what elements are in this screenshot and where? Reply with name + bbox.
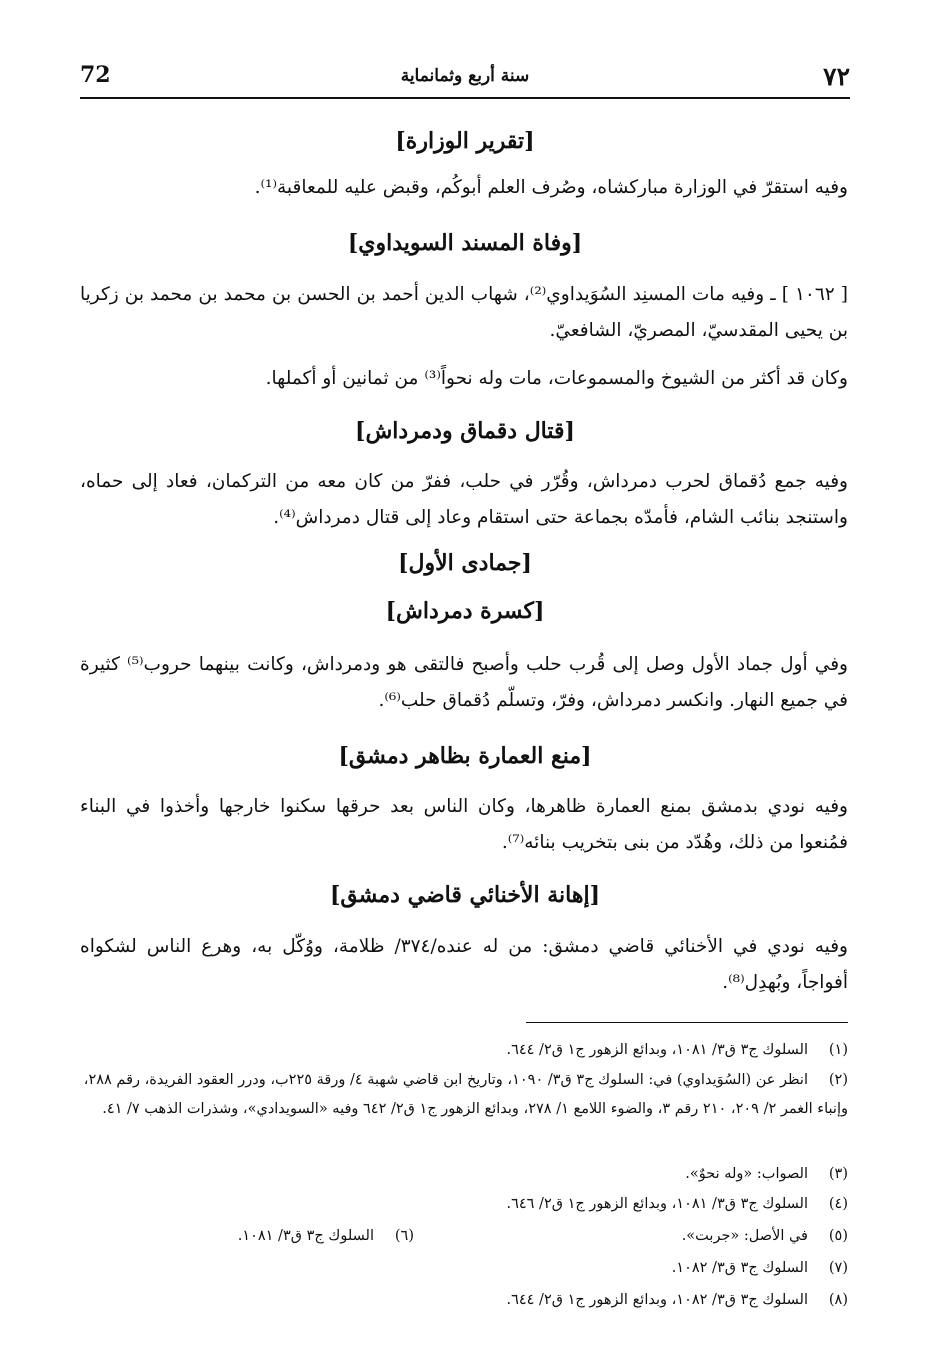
footnote (80, 1254, 848, 1283)
footnote-text: السلوك ج٣ ق٣/ ١٠٨١، وبدائع الزهور ج١ ق٢/ ٦٤٤. (506, 1042, 808, 1058)
footnote (80, 1160, 848, 1189)
paragraph: وفي أول جماد الأول وصل إلى قُرب حلب وأصبح فالتقى هو ودمرداش، وكانت بينهما حروب⁽⁵⁾ كثيرة في جميع النهار. وانكسر دمرداش، وفرّ، وتسلّم دُقماق حلب⁽⁶⁾. (80, 654, 848, 711)
footnote-text: السلوك ج٣ ق٣/ ١٠٨٢. (671, 1260, 808, 1276)
paragraph: وكان قد أكثر من الشيوخ والمسموعات، مات وله نحواً⁽³⁾ من ثمانين أو أكملها. (265, 368, 848, 389)
section-heading: [تقرير الوزارة] (395, 128, 535, 154)
section-heading: [كسرة دمرداش] (385, 598, 545, 624)
paragraph: وفيه نودي بدمشق بمنع العمارة ظاهرها، وكان الناس بعد حرقها سكنوا خارجها وأخذوا في البناء فمُنعوا من ذلك، وهُدّد من بنى بتخريب بنائه⁽⁷⁾. (80, 796, 848, 853)
footnote-rule (526, 1022, 848, 1023)
footnote-number: (٧) (828, 1260, 848, 1276)
section-heading: [وفاة المسند السويداوي] (347, 230, 583, 256)
footnote-text: في الأصل: «جربت». (681, 1228, 808, 1244)
page-number-latin: 72 (80, 62, 111, 88)
section-heading: [جمادى الأول] (398, 550, 532, 576)
footnote-text: السلوك ج٣ ق٣/ ١٠٨١. (237, 1228, 374, 1244)
footnote (682, 1222, 848, 1251)
footnote (80, 1066, 848, 1124)
footnote-text: السلوك ج٣ ق٣/ ١٠٨٢، وبدائع الزهور ج١ ق٢/ ٦٤٤. (506, 1292, 808, 1308)
page-number-arabic: ٧٢ (823, 62, 850, 91)
footnote-number: (٢) (828, 1072, 848, 1088)
paragraph: وفيه جمع دُقماق لحرب دمرداش، وقُرّر في حلب، ففرّ من كان معه من التركمان، فعاد إلى حماه، واستنجد بنائب الشام، فأمدّه بجماعة حتى استقام وعاد إلى قتال دمرداش⁽⁴⁾. (80, 471, 848, 528)
footnote-number: (١) (828, 1042, 848, 1058)
footnote-number: (٥) (828, 1228, 848, 1244)
section-heading: [قتال دقماق ودمرداش] (355, 418, 575, 444)
paragraph: وفيه استقرّ في الوزارة مباركشاه، وصُرف العلم أبوكُم، وقبض عليه للمعاقبة⁽¹⁾. (254, 177, 848, 198)
footnote-number: (٣) (828, 1166, 848, 1182)
footnote (80, 1036, 848, 1065)
running-header (80, 58, 850, 94)
footnote (238, 1222, 414, 1251)
footnote-text: انظر عن (السُوَيداوي) في: السلوك ج٣ ق٣/ ١٠٩٠، وتاريخ ابن قاضي شهبة ٤/ ورقة ٢٢٥ب، ودرر العقود الفريدة، رقم ٢٨٨، وإنباء الغمر ٢/ ٢٠٩، ٢١٠ رقم ٣، والضوء اللامع ١/ ٢٧٨، وبدائع الزهور ج١ ق٢/ ٦٤٢ وفيه «السويدادي»، وشذرات الذهب ٧/ ٤١. (83, 1072, 848, 1117)
section-heading: [إهانة الأخنائي قاضي دمشق] (330, 882, 600, 908)
section-heading: [منع العمارة بظاهر دمشق] (338, 743, 592, 769)
running-title: سنة أربع وثمانماية (400, 66, 530, 86)
footnote-number: (٤) (828, 1196, 848, 1212)
footnote-number: (٨) (828, 1292, 848, 1308)
paragraph: [ ١٠٦٢ ] ـ وفيه مات المسنِد السُوَيداوي⁽²⁾، شهاب الدين أحمد بن الحسن بن محمد بن محمد بن زكريا بن يحيى المقدسيّ، المصريّ، الشافعيّ. (80, 284, 848, 341)
footnote-text: الصواب: «وله نحوٌ». (685, 1166, 808, 1182)
header-rule (80, 97, 850, 99)
footnote (80, 1190, 848, 1219)
footnote-text: السلوك ج٣ ق٣/ ١٠٨١، وبدائع الزهور ج١ ق٢/ ٦٤٦. (506, 1196, 808, 1212)
footnote (80, 1286, 848, 1315)
footnote-number: (٦) (394, 1228, 414, 1244)
paragraph: وفيه نودي في الأخنائي قاضي دمشق: من له عنده/٣٧٤/ ظلامة، ووُكّل به، وهرع الناس لشكواه أفواجاً، وبُهدِل⁽⁸⁾. (80, 936, 848, 993)
